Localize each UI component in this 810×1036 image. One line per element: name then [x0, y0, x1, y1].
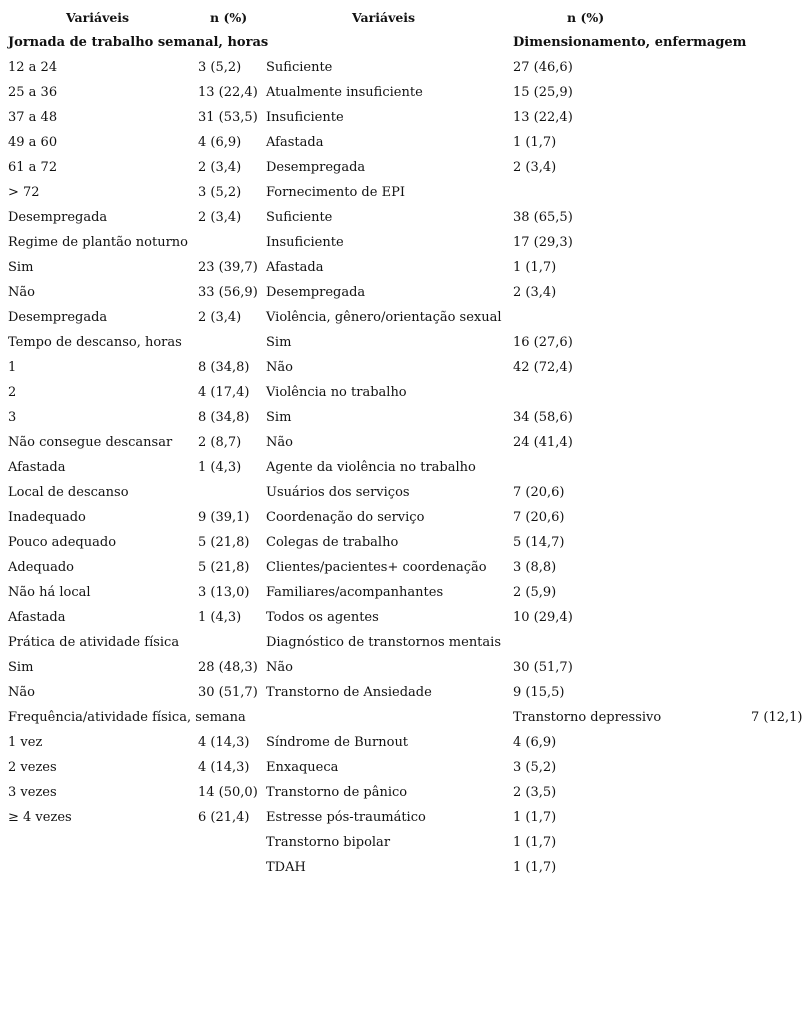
- right-n-cell: 13 (22,4): [513, 110, 573, 125]
- right-variable-cell: Coordenação do serviço: [266, 510, 425, 525]
- right-n-cell: 1 (1,7): [513, 260, 557, 275]
- header-left-n: n (%): [210, 10, 248, 25]
- left-variable-cell: 25 a 36: [8, 85, 58, 100]
- table-row: [0, 335, 810, 360]
- left-variable-cell: Sim: [8, 260, 34, 275]
- table-row: [0, 385, 810, 410]
- table-row: [0, 610, 810, 635]
- left-variable-cell: 1 vez: [8, 735, 43, 750]
- table-row: [0, 285, 810, 310]
- left-variable-cell: Não há local: [8, 585, 91, 600]
- right-n-cell: 10 (29,4): [513, 610, 573, 625]
- table-row: [0, 110, 810, 135]
- left-n-cell: 2 (8,7): [198, 435, 242, 450]
- right-variable-cell: Não: [266, 360, 293, 375]
- table-row: [0, 60, 810, 85]
- left-n-cell: 4 (14,3): [198, 735, 250, 750]
- left-variable-cell: Afastada: [8, 460, 66, 475]
- table-row: [0, 835, 810, 860]
- left-n-cell: 3 (13,0): [198, 585, 250, 600]
- right-variable-cell: TDAH: [266, 860, 306, 875]
- right-n-cell: 2 (5,9): [513, 585, 557, 600]
- left-variable-cell: ≥ 4 vezes: [8, 810, 72, 825]
- table-row: [0, 135, 810, 160]
- table-row: [0, 485, 810, 510]
- table-row: [0, 85, 810, 110]
- right-variable-cell: Diagnóstico de transtornos mentais: [266, 635, 501, 650]
- table-row: [0, 310, 810, 335]
- right-n-cell: 30 (51,7): [513, 660, 573, 675]
- left-variable-cell: 2: [8, 385, 17, 400]
- left-variable-cell: Jornada de trabalho semanal, horas: [8, 35, 269, 50]
- right-variable-cell: Sim: [266, 410, 292, 425]
- left-n-cell: 2 (3,4): [198, 160, 242, 175]
- left-variable-cell: Prática de atividade física: [8, 635, 180, 650]
- right-variable-cell: Não: [266, 660, 293, 675]
- left-n-cell: 30 (51,7): [198, 685, 258, 700]
- left-n-cell: 1 (4,3): [198, 460, 242, 475]
- right-variable-cell: Afastada: [266, 260, 324, 275]
- right-variable-cell: Todos os agentes: [266, 610, 379, 625]
- left-n-cell: 4 (17,4): [198, 385, 250, 400]
- right-n-cell: 2 (3,4): [513, 285, 557, 300]
- table-row: [0, 460, 810, 485]
- left-n-cell: 5 (21,8): [198, 560, 250, 575]
- right-n-cell: 27 (46,6): [513, 60, 573, 75]
- left-n-cell: 5 (21,8): [198, 535, 250, 550]
- left-n-cell: 2 (3,4): [198, 310, 242, 325]
- right-n-cell: 17 (29,3): [513, 235, 573, 250]
- left-n-cell: 23 (39,7): [198, 260, 258, 275]
- table-row: [0, 635, 810, 660]
- right-variable-cell: Estresse pós-traumático: [266, 810, 426, 825]
- left-n-cell: 33 (56,9): [198, 285, 258, 300]
- header-left-variable: Variáveis: [66, 10, 130, 25]
- left-variable-cell: 12 a 24: [8, 60, 58, 75]
- table-row: [0, 360, 810, 385]
- left-variable-cell: Afastada: [8, 610, 66, 625]
- table-row: [0, 660, 810, 685]
- table-row: [0, 810, 810, 835]
- left-n-cell: 8 (34,8): [198, 360, 250, 375]
- right-variable-cell: Transtorno bipolar: [266, 835, 391, 850]
- header-right-variable: Variáveis: [352, 10, 416, 25]
- right-variable-cell: Insuficiente: [266, 110, 344, 125]
- left-variable-cell: Sim: [8, 660, 34, 675]
- table-row: [0, 685, 810, 710]
- right-variable-cell: Enxaqueca: [266, 760, 339, 775]
- right-variable-cell: Violência no trabalho: [266, 385, 407, 400]
- overflow-n-cell: 7 (12,1): [751, 710, 803, 725]
- left-variable-cell: Não consegue descansar: [8, 435, 173, 450]
- right-n-cell: 1 (1,7): [513, 860, 557, 875]
- left-variable-cell: Regime de plantão noturno: [8, 235, 189, 250]
- left-n-cell: 2 (3,4): [198, 210, 242, 225]
- right-variable-cell: Não: [266, 435, 293, 450]
- left-n-cell: 4 (6,9): [198, 135, 242, 150]
- left-n-cell: 4 (14,3): [198, 760, 250, 775]
- right-n-cell: 34 (58,6): [513, 410, 573, 425]
- right-n-cell: 42 (72,4): [513, 360, 573, 375]
- right-variable-cell: Desempregada: [266, 160, 366, 175]
- right-variable-cell: Suficiente: [266, 60, 333, 75]
- left-n-cell: 8 (34,8): [198, 410, 250, 425]
- left-variable-cell: 1: [8, 360, 17, 375]
- left-n-cell: 13 (22,4): [198, 85, 258, 100]
- left-variable-cell: Desempregada: [8, 310, 108, 325]
- right-n-cell: 16 (27,6): [513, 335, 573, 350]
- table-row: [0, 35, 810, 60]
- right-variable-cell: Familiares/acompanhantes: [266, 585, 444, 600]
- right-n-cell: 24 (41,4): [513, 435, 573, 450]
- right-variable-cell: Agente da violência no trabalho: [266, 460, 476, 475]
- left-n-cell: 9 (39,1): [198, 510, 250, 525]
- left-variable-cell: Frequência/atividade física, semana: [8, 710, 246, 725]
- left-variable-cell: Não: [8, 685, 35, 700]
- table-row: [0, 235, 810, 260]
- right-variable-cell: Transtorno de pânico: [266, 785, 408, 800]
- right-n-cell: 2 (3,5): [513, 785, 557, 800]
- left-variable-cell: 49 a 60: [8, 135, 58, 150]
- right-variable-cell: Colegas de trabalho: [266, 535, 399, 550]
- right-n-cell: 38 (65,5): [513, 210, 573, 225]
- table-row: [0, 710, 810, 735]
- right-n-cell: 9 (15,5): [513, 685, 565, 700]
- left-variable-cell: 3 vezes: [8, 785, 57, 800]
- right-n-cell: Dimensionamento, enfermagem: [513, 35, 747, 50]
- table-row: [0, 785, 810, 810]
- left-n-cell: 3 (5,2): [198, 185, 242, 200]
- table-row: [0, 760, 810, 785]
- table-row: [0, 185, 810, 210]
- table-row: [0, 435, 810, 460]
- right-variable-cell: Síndrome de Burnout: [266, 735, 409, 750]
- table-row: [0, 160, 810, 185]
- left-variable-cell: Desempregada: [8, 210, 108, 225]
- left-variable-cell: Pouco adequado: [8, 535, 117, 550]
- right-variable-cell: Violência, gênero/orientação sexual: [266, 310, 502, 325]
- left-n-cell: 1 (4,3): [198, 610, 242, 625]
- table-row: [0, 260, 810, 285]
- table-row: [0, 585, 810, 610]
- left-n-cell: 14 (50,0): [198, 785, 258, 800]
- left-variable-cell: 37 a 48: [8, 110, 58, 125]
- right-variable-cell: Atualmente insuficiente: [266, 85, 423, 100]
- left-variable-cell: 61 a 72: [8, 160, 58, 175]
- right-n-cell: 7 (20,6): [513, 485, 565, 500]
- right-variable-cell: Fornecimento de EPI: [266, 185, 405, 200]
- table-row: [0, 560, 810, 585]
- table-row: [0, 535, 810, 560]
- table-row: [0, 410, 810, 435]
- right-variable-cell: Insuficiente: [266, 235, 344, 250]
- right-n-cell: 2 (3,4): [513, 160, 557, 175]
- right-n-cell: 1 (1,7): [513, 135, 557, 150]
- table-row: [0, 510, 810, 535]
- header-right-n: n (%): [567, 10, 605, 25]
- left-variable-cell: 2 vezes: [8, 760, 57, 775]
- right-variable-cell: Usuários dos serviços: [266, 485, 410, 500]
- left-variable-cell: Tempo de descanso, horas: [8, 335, 182, 350]
- left-variable-cell: Adequado: [8, 560, 74, 575]
- left-variable-cell: 3: [8, 410, 17, 425]
- left-n-cell: 3 (5,2): [198, 60, 242, 75]
- left-variable-cell: Inadequado: [8, 510, 86, 525]
- left-variable-cell: > 72: [8, 185, 40, 200]
- right-variable-cell: Desempregada: [266, 285, 366, 300]
- left-variable-cell: Local de descanso: [8, 485, 129, 500]
- right-n-cell: 7 (20,6): [513, 510, 565, 525]
- left-variable-cell: Não: [8, 285, 35, 300]
- left-n-cell: 28 (48,3): [198, 660, 258, 675]
- table-row: [0, 860, 810, 885]
- right-n-cell: 1 (1,7): [513, 835, 557, 850]
- right-variable-cell: Clientes/pacientes+ coordenação: [266, 560, 487, 575]
- table-row: [0, 210, 810, 235]
- right-variable-cell: Sim: [266, 335, 292, 350]
- right-n-cell: 5 (14,7): [513, 535, 565, 550]
- right-n-cell: 3 (5,2): [513, 760, 557, 775]
- right-variable-cell: Transtorno de Ansiedade: [266, 685, 432, 700]
- right-n-cell: 1 (1,7): [513, 810, 557, 825]
- right-n-cell: 3 (8,8): [513, 560, 557, 575]
- right-n-cell: 4 (6,9): [513, 735, 557, 750]
- left-n-cell: 31 (53,5): [198, 110, 258, 125]
- right-variable-cell: Afastada: [266, 135, 324, 150]
- table-row: [0, 735, 810, 760]
- right-n-cell: Transtorno depressivo: [513, 710, 662, 725]
- left-n-cell: 6 (21,4): [198, 810, 250, 825]
- right-variable-cell: Suficiente: [266, 210, 333, 225]
- right-n-cell: 15 (25,9): [513, 85, 573, 100]
